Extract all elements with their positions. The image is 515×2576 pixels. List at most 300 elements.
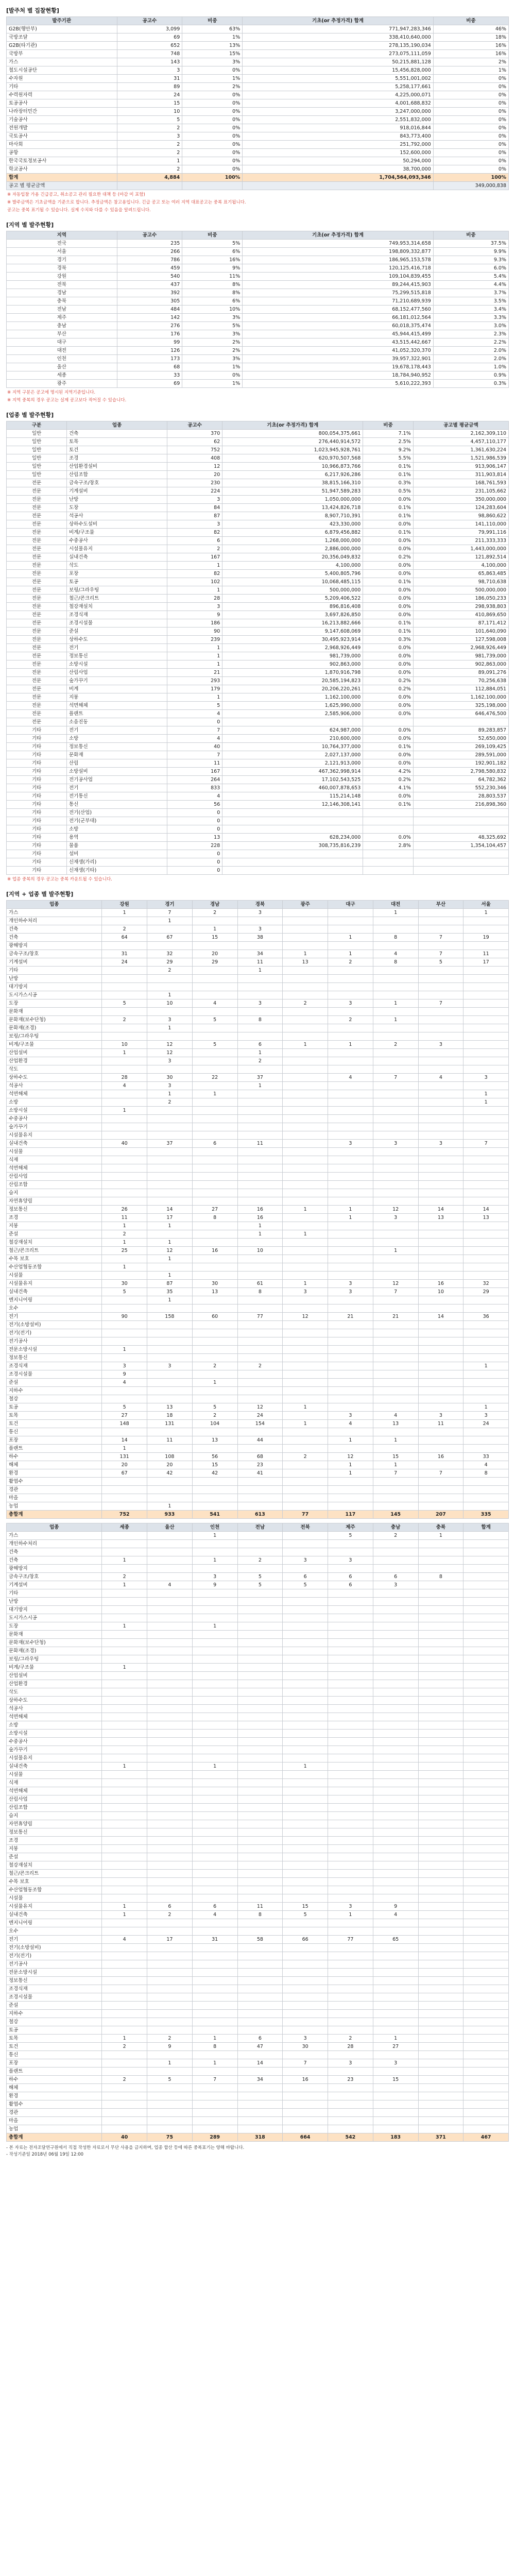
table-cell: 1,162,100,000 (413, 693, 508, 702)
table-cell (464, 2043, 509, 2051)
table-cell: 1 (328, 1041, 373, 1049)
table-cell: 120,125,416,718 (243, 264, 434, 273)
table-cell (373, 1771, 418, 1779)
table-cell: 시설물 (7, 1272, 102, 1280)
table-cell (283, 1090, 328, 1098)
table-cell (464, 2117, 509, 2125)
column-header: 비중 (363, 421, 414, 430)
table-cell: 552,230,346 (413, 784, 508, 792)
table-cell (192, 1428, 237, 1436)
table-cell (328, 1598, 373, 1606)
table-cell: 20 (192, 950, 237, 958)
table-cell (237, 1337, 283, 1346)
table-cell: 0.0% (363, 520, 414, 529)
table-cell (147, 1993, 193, 2002)
table-cell: 1 (192, 1556, 237, 1565)
table-cell (283, 2100, 328, 2109)
table-row (7, 1705, 509, 1713)
table-cell (192, 1614, 237, 1622)
table-cell (464, 1746, 509, 1754)
table-cell (237, 1779, 283, 1787)
table-cell: 0.0% (363, 669, 414, 677)
table-cell: 3 (117, 66, 182, 75)
table-cell (147, 1762, 193, 1771)
table-cell (328, 1123, 373, 1131)
table-cell (328, 1697, 373, 1705)
table-cell (222, 809, 363, 817)
table-cell: 6 (237, 1041, 283, 1049)
table-cell (147, 1387, 193, 1395)
table-cell (147, 1532, 193, 1540)
table-cell: 통신 (7, 1428, 102, 1436)
table-cell (237, 1354, 283, 1362)
table-cell: 환경 (7, 1469, 102, 1478)
table-cell: 정보통신 (7, 1977, 102, 1985)
table-cell: 16% (433, 42, 508, 50)
table-row (7, 1664, 509, 1672)
table-cell: 68 (117, 363, 182, 371)
column-header: 발주기관 (7, 17, 117, 25)
table-cell (283, 1115, 328, 1123)
table-cell: 전문 (7, 677, 67, 685)
table-cell: 620,970,507,568 (222, 454, 363, 463)
table-cell: 216,898,360 (413, 801, 508, 809)
table-cell (373, 1337, 418, 1346)
note-line: ※ 발주금액은 기초금액을 기준으로 합니다. 추정금액은 참고용입니다. 긴급 공고 또는 여러 지역 대표공고는 중복 표기됩니다. (7, 200, 246, 205)
table-cell: 628,234,000 (222, 834, 363, 842)
table-cell: 기계설비 (7, 1581, 102, 1589)
table-cell (464, 1845, 509, 1853)
table-cell (373, 1886, 418, 1894)
table-cell: 1 (328, 1436, 373, 1445)
table-cell: 4 (192, 999, 237, 1008)
table-cell: 0.2% (363, 677, 414, 685)
table-cell (373, 1820, 418, 1828)
table-cell (418, 1247, 464, 1255)
table-cell: 3 (167, 520, 222, 529)
table-cell (237, 1098, 283, 1107)
table-cell: 시설물유지 (67, 545, 167, 553)
table-row (7, 1074, 509, 1082)
table-cell (283, 942, 328, 950)
table-cell: 석면해체 (7, 1713, 102, 1721)
table-cell (418, 1845, 464, 1853)
table-cell (418, 1762, 464, 1771)
table-cell: 가스 (7, 909, 102, 917)
table-cell (147, 1664, 193, 1672)
table-cell (237, 1886, 283, 1894)
table-cell: 1,354,104,457 (413, 842, 508, 850)
table-cell (102, 983, 147, 991)
table-cell (328, 991, 373, 999)
table-cell (418, 917, 464, 925)
table-cell (192, 1589, 237, 1598)
table-cell (147, 2026, 193, 2035)
table-cell: 71,210,689,939 (243, 297, 434, 306)
table-cell: 1,625,990,000 (222, 702, 363, 710)
table-cell (147, 1304, 193, 1313)
table-cell: 23 (328, 2076, 373, 2084)
table-cell (328, 1156, 373, 1164)
table-cell: 기타 (7, 834, 67, 842)
table-cell (192, 1296, 237, 1304)
table-cell: 10,966,873,766 (222, 463, 363, 471)
table-cell: 67 (102, 1469, 147, 1478)
table-row (7, 975, 509, 983)
table-cell: 32 (464, 1280, 509, 1288)
table-row (7, 1189, 509, 1197)
table-cell (418, 2059, 464, 2067)
table-cell (147, 1795, 193, 1804)
table-cell (192, 1197, 237, 1206)
table-cell: 건축 (7, 925, 102, 934)
table-cell (237, 1606, 283, 1614)
table-row (7, 1861, 509, 1870)
table-cell (147, 1321, 193, 1329)
table-cell (328, 1379, 373, 1387)
table-cell (192, 1548, 237, 1556)
table-cell (418, 1878, 464, 1886)
table-cell (192, 1969, 237, 1977)
table-cell (328, 1837, 373, 1845)
table-cell (222, 858, 363, 867)
table-row (7, 611, 509, 619)
table-row (7, 768, 509, 776)
table-cell: 8 (237, 1911, 283, 1919)
table-cell: 2,798,580,832 (413, 768, 508, 776)
table-cell: 117 (328, 1511, 373, 1519)
table-cell: 정보통신 (7, 1828, 102, 1837)
table-cell: 시설물 (7, 1148, 102, 1156)
table-cell: 12,146,308,141 (222, 801, 363, 809)
table-cell: 20,206,220,261 (222, 685, 363, 693)
table-cell (192, 1329, 237, 1337)
table-cell: 24 (117, 91, 182, 99)
table-cell (102, 2018, 147, 2026)
table-cell: 89,091,276 (413, 669, 508, 677)
table-cell (464, 1820, 509, 1828)
table-cell (147, 1828, 193, 1837)
table-cell (192, 2092, 237, 2100)
table-cell (192, 2067, 237, 2076)
table-cell (283, 1065, 328, 1074)
table-row (7, 1164, 509, 1173)
table-cell: 228 (167, 842, 222, 850)
table-row (7, 1494, 509, 1502)
table-cell (464, 1779, 509, 1787)
table-cell (328, 1861, 373, 1870)
table-cell (464, 1494, 509, 1502)
table-cell (328, 1738, 373, 1746)
table-cell: 3,247,000,000 (243, 108, 434, 116)
table-cell: 98,710,638 (413, 578, 508, 586)
table-cell (192, 1870, 237, 1878)
table-cell (102, 2010, 147, 2018)
column-header: 대구 (328, 901, 373, 909)
table-cell (237, 1919, 283, 1927)
table-cell (147, 1738, 193, 1746)
table-cell (373, 1664, 418, 1672)
table-row (7, 264, 509, 273)
table-cell: 77 (283, 1511, 328, 1519)
table-cell: 1 (283, 1206, 328, 1214)
table-cell (418, 1820, 464, 1828)
table-cell (328, 1049, 373, 1057)
table-cell (464, 2059, 509, 2067)
table-cell (192, 1321, 237, 1329)
table-cell (464, 1730, 509, 1738)
table-cell (237, 2026, 283, 2035)
table-cell (283, 1598, 328, 1606)
table-row (7, 710, 509, 718)
table-cell: 기타 (7, 842, 67, 850)
table-cell (418, 1837, 464, 1845)
table-cell (147, 2067, 193, 2076)
table-cell: 시설물유지 (7, 1903, 102, 1911)
table-cell (418, 991, 464, 999)
table-cell: 3 (283, 1288, 328, 1296)
table-cell (328, 1894, 373, 1903)
table-cell: 전문 (7, 669, 67, 677)
table-cell (363, 858, 414, 867)
table-cell: 211,333,333 (413, 537, 508, 545)
table-cell (192, 2010, 237, 2018)
table-cell (147, 1837, 193, 1845)
table-cell (237, 975, 283, 983)
table-cell (102, 1606, 147, 1614)
table-cell: 소음진동 (67, 718, 167, 726)
table-cell (192, 1230, 237, 1239)
table-row (7, 1206, 509, 1214)
column-header: 업종 (7, 901, 102, 909)
table-cell: 0.1% (363, 471, 414, 479)
table-cell: 9 (147, 2043, 193, 2051)
table-cell: 0% (182, 141, 243, 149)
table-cell (237, 1032, 283, 1041)
table-row (7, 1379, 509, 1387)
column-header: 기초(or 추정가격) 합계 (243, 231, 434, 240)
table-cell (192, 1985, 237, 1993)
table-cell: 0 (167, 867, 222, 875)
table-cell (237, 1090, 283, 1098)
table-cell: 13% (182, 42, 243, 50)
table-cell (283, 1296, 328, 1304)
table-row (7, 430, 509, 438)
table-cell: 8 (464, 1469, 509, 1478)
table-cell (373, 1065, 418, 1074)
table-cell: 조경시설물 (7, 1993, 102, 2002)
table-cell: 활엽수 (7, 2100, 102, 2109)
table-row (7, 603, 509, 611)
table-cell (102, 1886, 147, 1894)
table-row (7, 1960, 509, 1969)
table-row (7, 537, 509, 545)
table-cell (328, 1730, 373, 1738)
note-line: 공고는 중복 표기될 수 있습니다. 실제 수치와 다를 수 있음을 알려드립니다. (7, 208, 151, 213)
table-cell: 1 (102, 1903, 147, 1911)
table-cell (192, 1065, 237, 1074)
table-cell: 933 (147, 1511, 193, 1519)
table-cell: 전기(소방설비) (7, 1944, 102, 1952)
table-row (7, 529, 509, 537)
table-cell (147, 2018, 193, 2026)
table-cell: 126 (117, 347, 182, 355)
table-cell (373, 1944, 418, 1952)
table-cell (237, 1156, 283, 1164)
table-cell (464, 1016, 509, 1024)
table-cell (237, 1387, 283, 1395)
table-cell: 0.0% (363, 586, 414, 595)
table-cell: 0.5% (363, 487, 414, 496)
table-cell (418, 1263, 464, 1272)
table-cell: 0.0% (363, 759, 414, 768)
table-row (7, 479, 509, 487)
table-cell: 308,735,816,239 (222, 842, 363, 850)
table-cell (192, 1993, 237, 2002)
table-cell: 16,213,882,666 (222, 619, 363, 628)
table-cell: 산업환경설비 (67, 463, 167, 471)
table-cell: 전기 (7, 1313, 102, 1321)
table-cell: 18% (433, 33, 508, 42)
table-cell: 대기방지 (7, 983, 102, 991)
table-cell (283, 909, 328, 917)
table-cell: 24 (237, 1412, 283, 1420)
table-cell (373, 1631, 418, 1639)
table-cell (418, 1705, 464, 1713)
table-row (7, 25, 509, 33)
table-row (7, 297, 509, 306)
column-header: 서울 (464, 901, 509, 909)
table-cell: 20 (147, 1461, 193, 1469)
table-cell (102, 1993, 147, 2002)
table-cell: 0.0% (363, 660, 414, 669)
table-cell (418, 1730, 464, 1738)
table-cell (418, 975, 464, 983)
table-cell: 1 (283, 1230, 328, 1239)
table-cell: 20,585,194,823 (222, 677, 363, 685)
table-cell (373, 2125, 418, 2133)
table-cell: 6 (192, 1903, 237, 1911)
table-cell: 4,457,110,177 (413, 438, 508, 446)
table-cell: 45,944,415,499 (243, 330, 434, 338)
table-cell: 2 (237, 1057, 283, 1065)
table-row (7, 33, 509, 42)
table-cell (192, 1944, 237, 1952)
table-cell: 2 (192, 1362, 237, 1370)
table-cell (373, 1107, 418, 1115)
table-cell (147, 1573, 193, 1581)
table-cell (464, 1445, 509, 1453)
table-cell (237, 1589, 283, 1598)
table-cell (192, 1688, 237, 1697)
table-cell (237, 1820, 283, 1828)
table-cell (102, 1804, 147, 1812)
table-cell (373, 1919, 418, 1927)
table-cell (373, 1478, 418, 1486)
table-cell: 금속구조/창호 (7, 1573, 102, 1581)
table-cell (192, 1255, 237, 1263)
table-cell (363, 817, 414, 825)
table-cell (328, 1230, 373, 1239)
table-cell: 2,968,926,449 (222, 644, 363, 652)
table-cell (283, 1944, 328, 1952)
table-cell: 4 (147, 1581, 193, 1589)
table-cell: 8 (373, 958, 418, 967)
table-cell: 1 (418, 1532, 464, 1540)
table-cell (237, 1346, 283, 1354)
table-row (7, 1573, 509, 1581)
table-cell: 7 (192, 2076, 237, 2084)
table-cell (328, 1387, 373, 1395)
table-row (7, 1049, 509, 1057)
table-cell: 349,000,838 (433, 182, 508, 190)
table-cell: 843,773,400 (243, 132, 434, 141)
table-cell: 66,181,012,564 (243, 314, 434, 322)
table-row (7, 1453, 509, 1461)
table-cell (418, 2092, 464, 2100)
table-cell: 4,884 (117, 174, 182, 182)
table-cell (464, 1631, 509, 1639)
table-cell: 38 (237, 934, 283, 942)
table-cell (464, 2076, 509, 2084)
table-cell (373, 1730, 418, 1738)
table-cell: 2.0% (433, 347, 508, 355)
table-cell (192, 1639, 237, 1647)
table-cell: 325,198,000 (413, 702, 508, 710)
table-cell (283, 1919, 328, 1927)
table-cell: 1 (147, 1090, 193, 1098)
table-cell: 192,901,182 (413, 759, 508, 768)
table-cell (418, 1239, 464, 1247)
table-row (7, 1804, 509, 1812)
table-cell: 289 (192, 2133, 237, 2142)
table-cell (373, 1556, 418, 1565)
table-cell (283, 975, 328, 983)
footer-line: - 본 자료는 전자조달연구원에서 직접 작성한 자료로서 무단 사용을 금지하며, 업종 합산 등에 따른 중복표기는 양해 바랍니다. (6, 2145, 245, 2150)
table-row (7, 1556, 509, 1565)
table-cell: 2,121,913,000 (222, 759, 363, 768)
table-cell (147, 1032, 193, 1041)
table-row (7, 322, 509, 330)
table-cell: 2 (328, 958, 373, 967)
table-cell (192, 1845, 237, 1853)
table-cell (237, 1148, 283, 1156)
table-cell: 0.1% (363, 578, 414, 586)
table-cell: 부산 (7, 330, 117, 338)
table-cell: 38,700,000 (243, 165, 434, 174)
table-cell: 도시가스시공 (7, 991, 102, 999)
table-cell: 30 (192, 1280, 237, 1288)
table-cell (373, 1502, 418, 1511)
table-cell (373, 2067, 418, 2076)
table-row (7, 108, 509, 116)
table-cell (464, 1370, 509, 1379)
table-cell (283, 1189, 328, 1197)
table-cell: 조경식재 (67, 611, 167, 619)
table-cell (328, 917, 373, 925)
table-cell (328, 1713, 373, 1721)
table-cell (102, 1853, 147, 1861)
table-row (7, 1403, 509, 1412)
table-cell: 7 (418, 950, 464, 958)
table-cell: 0 (167, 825, 222, 834)
table-cell (147, 1598, 193, 1606)
table-cell (418, 942, 464, 950)
table-cell: 석공사 (7, 1082, 102, 1090)
industry-table-body (7, 430, 509, 875)
region-industry-table-b (6, 1523, 509, 2142)
table-cell: 1 (192, 1379, 237, 1387)
